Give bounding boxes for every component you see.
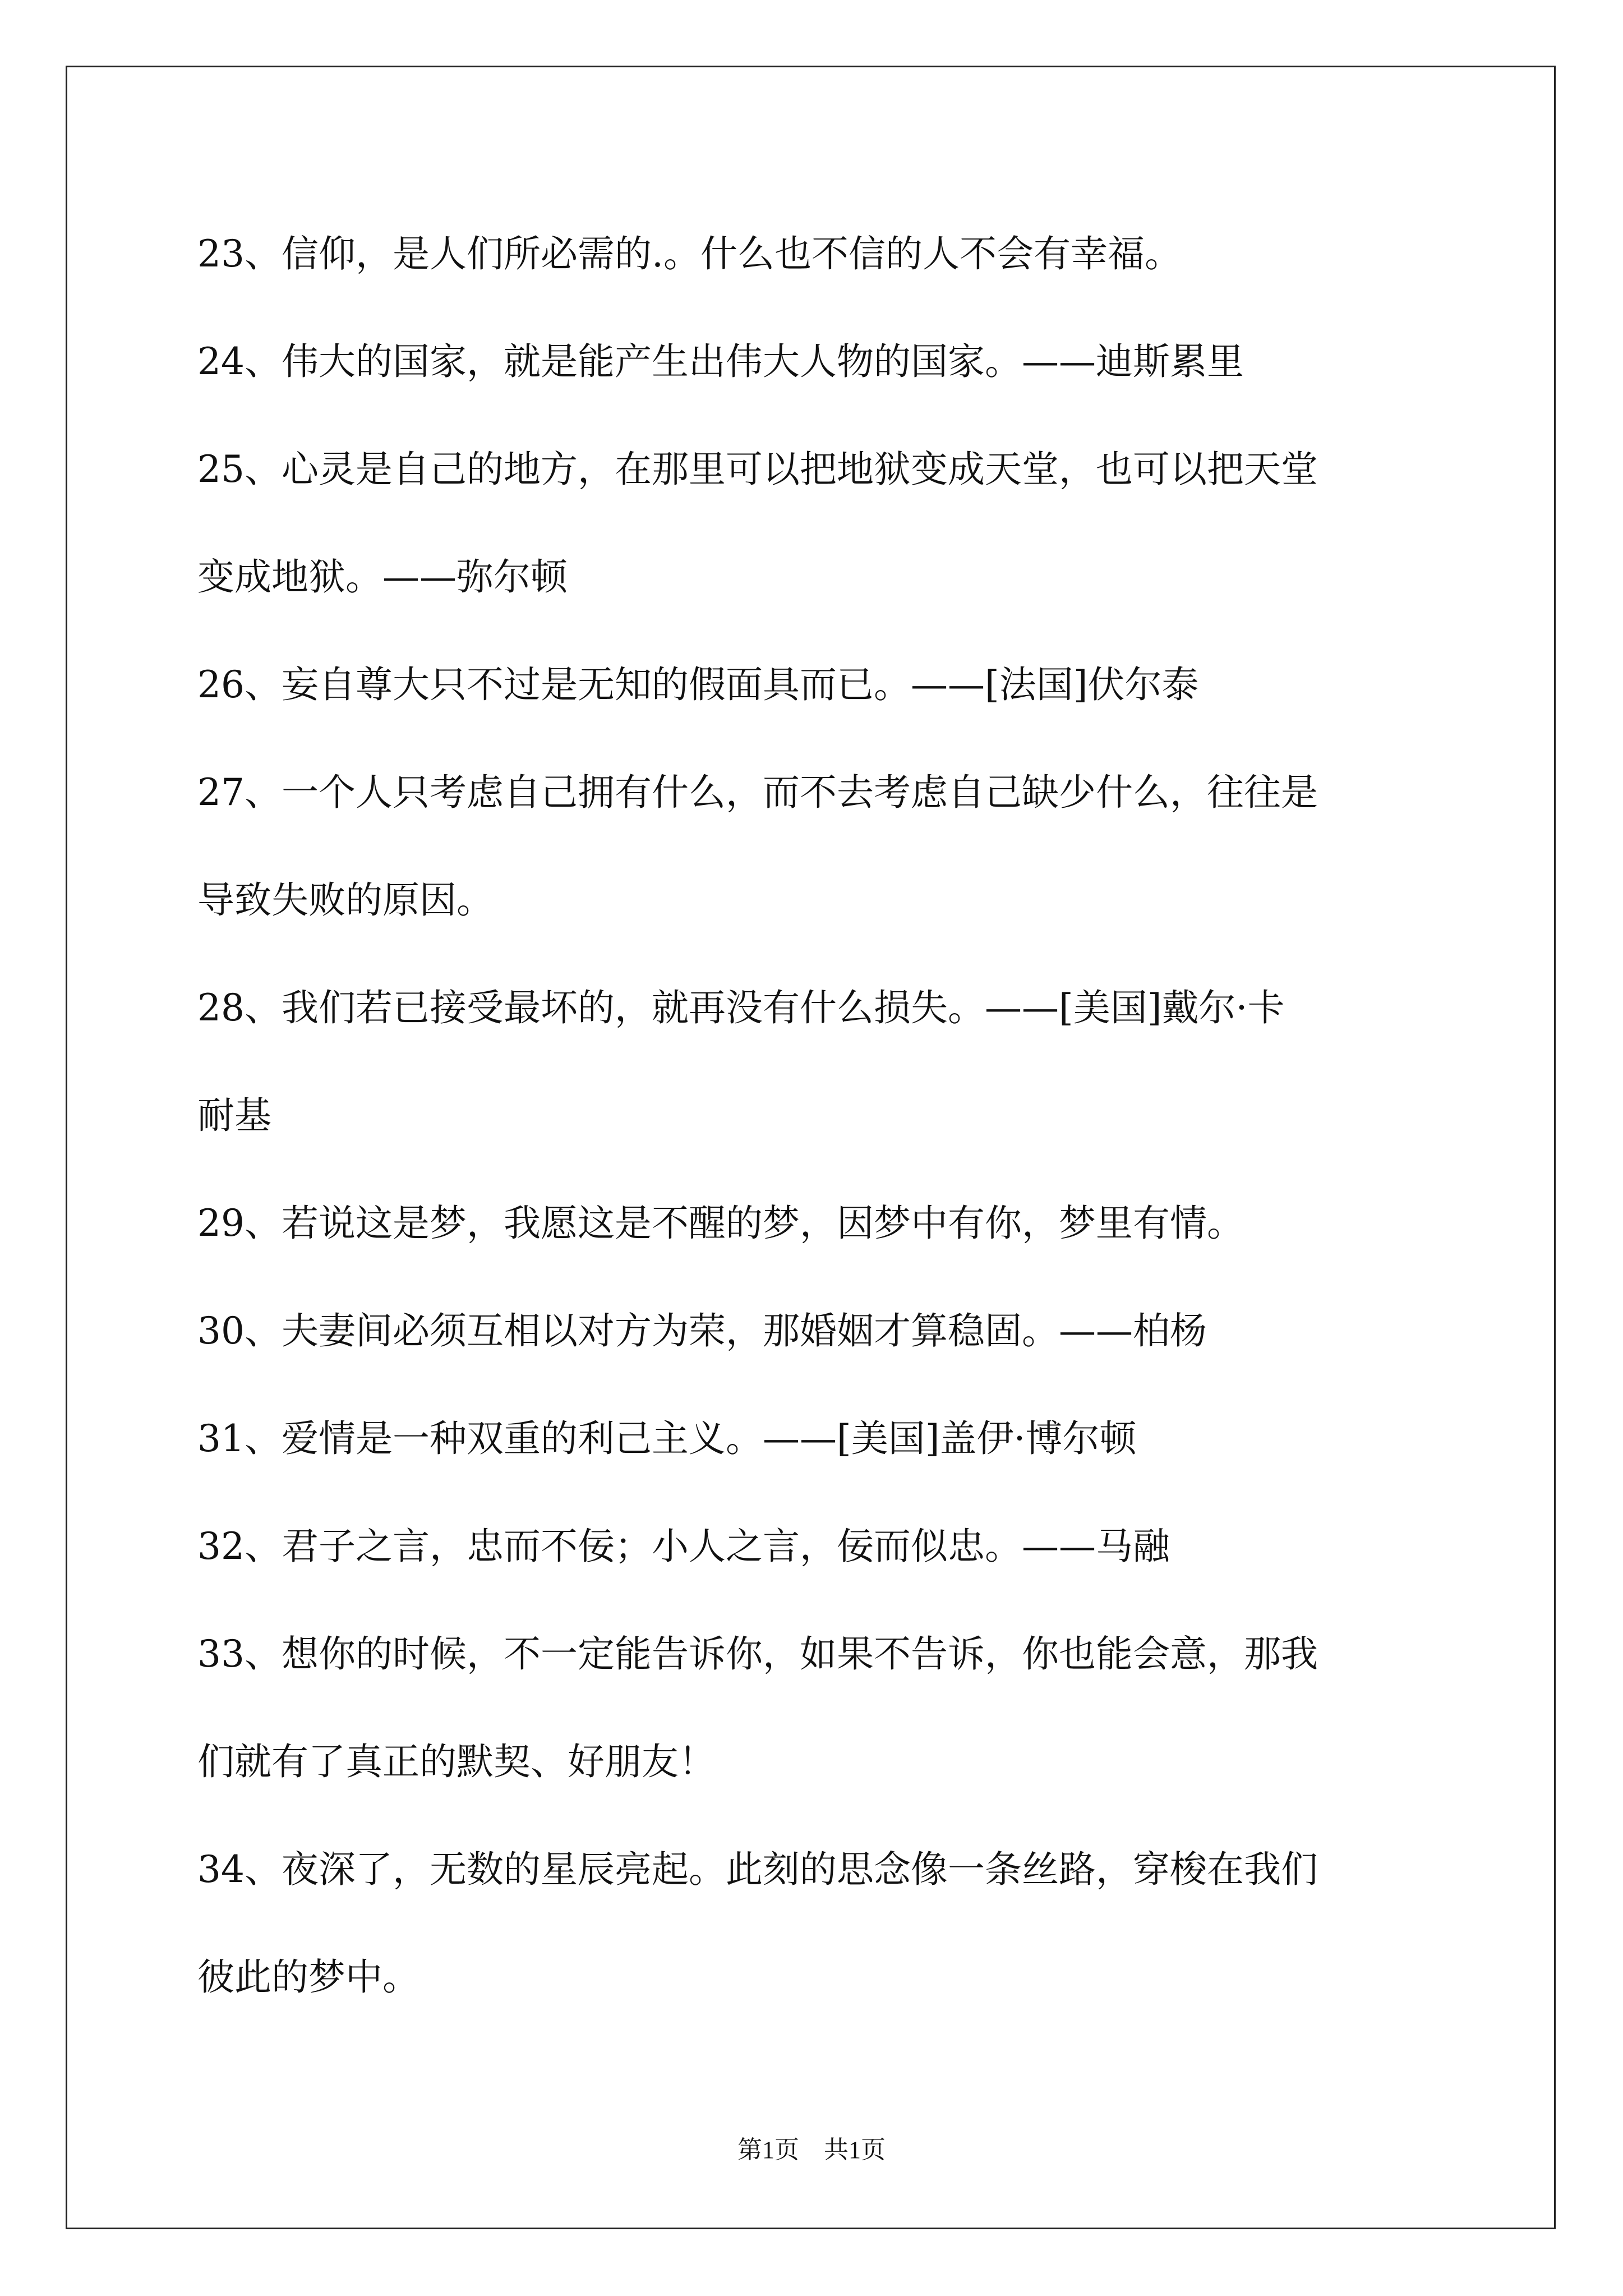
text-line: 34、夜深了，无数的星辰亮起。此刻的思念像一条丝路，穿梭在我们 — [197, 1848, 1318, 1891]
text-line: 耐基 — [197, 1094, 271, 1137]
text-line: 30、夫妻间必须互相以对方为荣，那婚姻才算稳固。——柏杨 — [197, 1309, 1207, 1352]
text-line: 23、信仰，是人们所必需的.。什么也不信的人不会有幸福。 — [197, 232, 1182, 275]
text-line: 27、一个人只考虑自己拥有什么，而不去考虑自己缺少什么，往往是 — [197, 771, 1318, 814]
text-line: 彼此的梦中。 — [197, 1955, 419, 1999]
text-line: 29、若说这是梦，我愿这是不醒的梦，因梦中有你，梦里有情。 — [197, 1202, 1244, 1245]
text-line: 24、伟大的国家，就是能产生出伟大人物的国家。——迪斯累里 — [197, 340, 1244, 383]
text-line: 31、爱情是一种双重的利己主义。——[美国]盖伊·博尔顿 — [197, 1417, 1137, 1460]
document-body — [197, 227, 1448, 2058]
text-line: 们就有了真正的默契、好朋友！ — [197, 1740, 716, 1783]
page-number-footer: 第1页 共1页 — [737, 2136, 886, 2164]
text-line: 导致失败的原因。 — [197, 878, 494, 922]
text-line: 25、心灵是自己的地方，在那里可以把地狱变成天堂，也可以把天堂 — [197, 448, 1318, 491]
text-line: 28、我们若已接受最坏的，就再没有什么损失。——[美国]戴尔·卡 — [197, 986, 1285, 1029]
text-line: 33、想你的时候，不一定能告诉你，如果不告诉，你也能会意，那我 — [197, 1632, 1318, 1676]
text-line: 32、君子之言，忠而不佞；小人之言，佞而似忠。——马融 — [197, 1525, 1170, 1568]
text-line: 变成地狱。——弥尔顿 — [197, 555, 568, 599]
text-line: 26、妄自尊大只不过是无知的假面具而已。——[法国]伏尔泰 — [197, 663, 1199, 706]
